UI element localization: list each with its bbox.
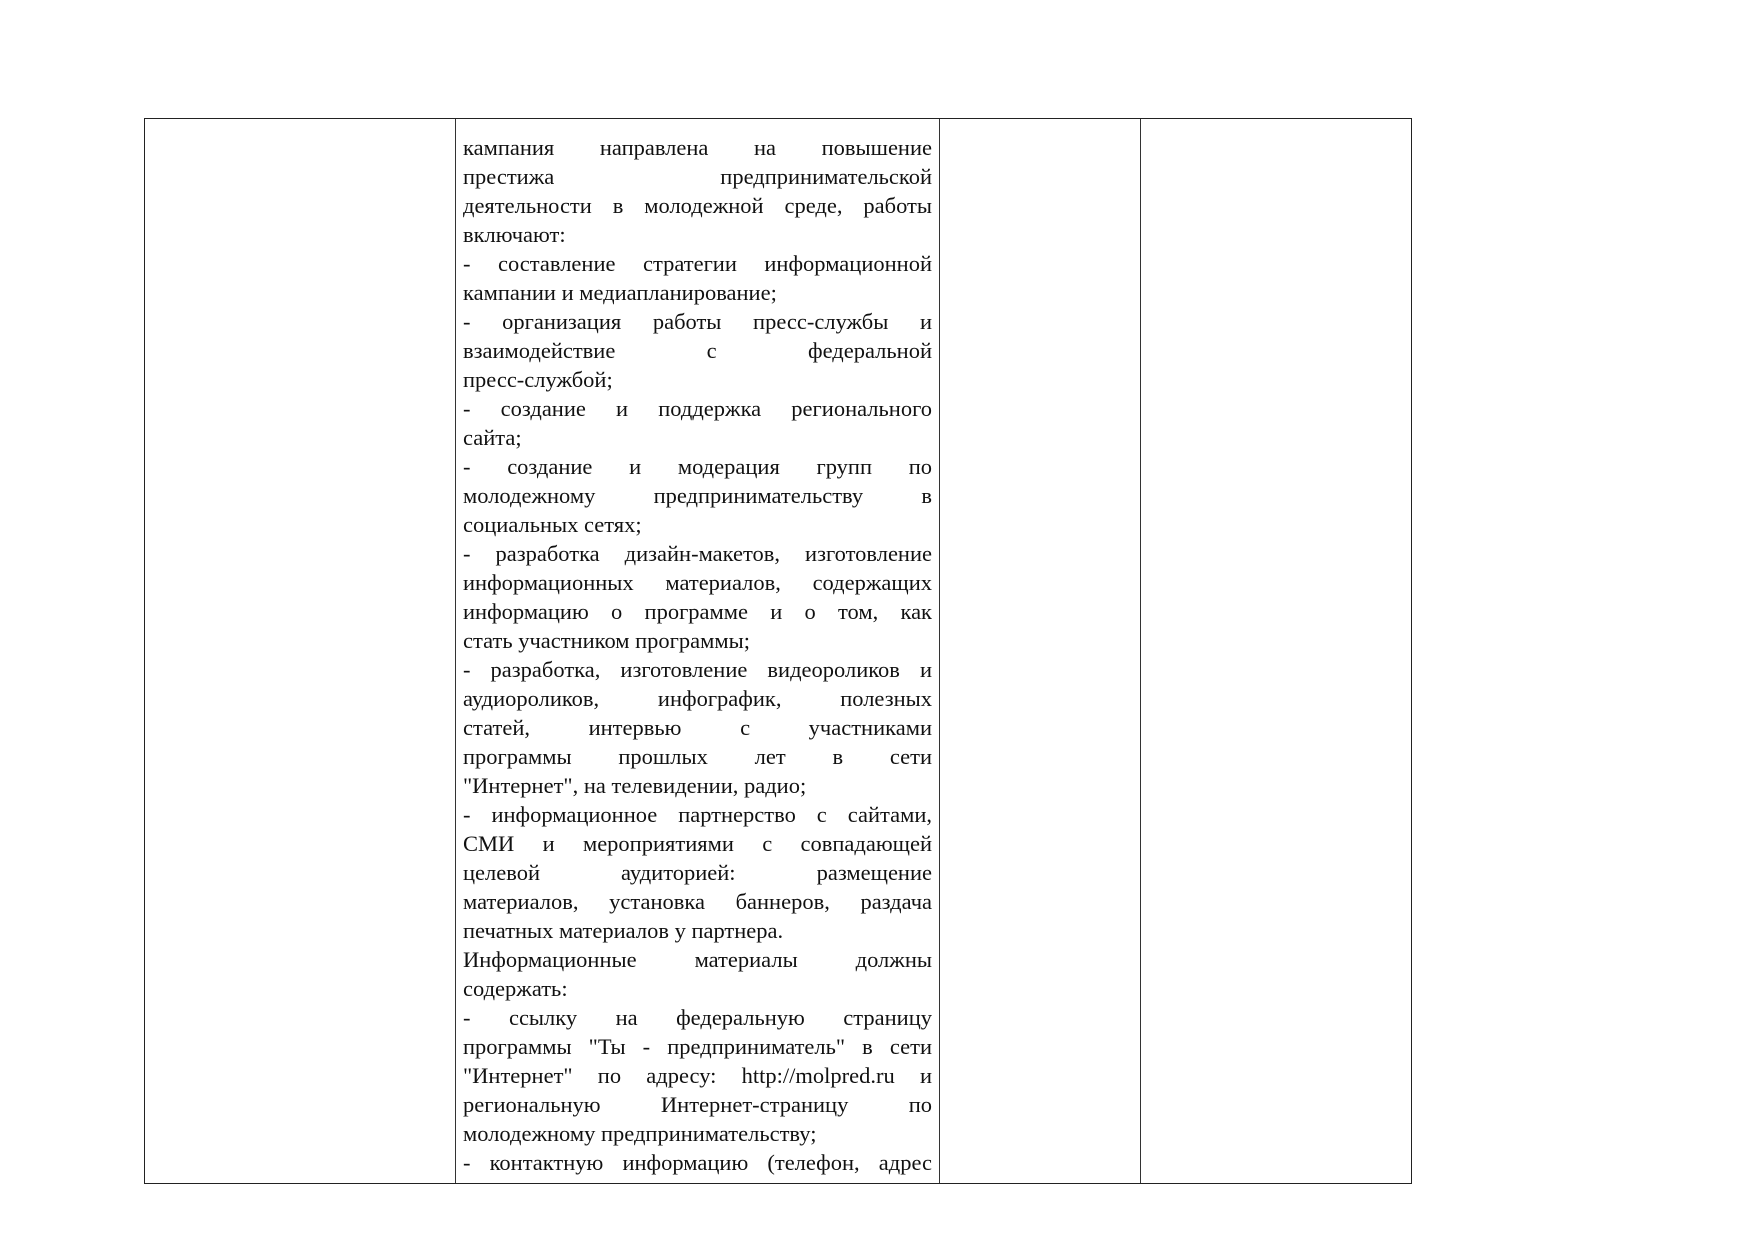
- text-line: молодежному предпринимательству в: [463, 483, 932, 508]
- text-line: - информационное партнерство с сайтами,: [463, 802, 932, 827]
- document-table: [144, 118, 1412, 1184]
- text-line: стать участником программы;: [463, 628, 750, 653]
- text-line: информационных материалов, содержащих: [463, 570, 932, 595]
- text-line: СМИ и мероприятиями с совпадающей: [463, 831, 932, 856]
- text-line: - контактную информацию (телефон, адрес: [463, 1150, 932, 1175]
- text-line: взаимодействие с федеральной: [463, 338, 932, 363]
- text-line: содержать:: [463, 976, 568, 1001]
- text-line: деятельности в молодежной среде, работы: [463, 193, 932, 218]
- table-cell-col1: [145, 119, 456, 1183]
- text-line: статей, интервью с участниками: [463, 715, 932, 740]
- text-line: - разработка, изготовление видеороликов и: [463, 657, 932, 682]
- text-line: аудиороликов, инфографик, полезных: [463, 686, 932, 711]
- text-line: материалов, установка баннеров, раздача: [463, 889, 932, 914]
- text-line: целевой аудиторией: размещение: [463, 860, 932, 885]
- text-line: - составление стратегии информационной: [463, 251, 932, 276]
- text-line: программы прошлых лет в сети: [463, 744, 932, 769]
- text-line: пресс-службой;: [463, 367, 613, 392]
- text-line: программы "Ты - предприниматель" в сети: [463, 1034, 932, 1059]
- text-line: информацию о программе и о том, как: [463, 599, 932, 624]
- text-line: кампании и медиапланирование;: [463, 280, 777, 305]
- text-line: - ссылку на федеральную страницу: [463, 1005, 932, 1030]
- text-line: - создание и поддержка регионального: [463, 396, 932, 421]
- text-line: - организация работы пресс-службы и: [463, 309, 932, 334]
- text-line: сайта;: [463, 425, 522, 450]
- text-line: кампания направлена на повышение: [463, 135, 932, 160]
- text-line: Информационные материалы должны: [463, 947, 932, 972]
- text-line: включают:: [463, 222, 566, 247]
- text-line: - создание и модерация групп по: [463, 454, 932, 479]
- table-cell-col3: [940, 119, 1141, 1183]
- table-cell-col4: [1141, 119, 1413, 1183]
- text-line: региональную Интернет-страницу по: [463, 1092, 932, 1117]
- text-line: "Интернет", на телевидении, радио;: [463, 773, 807, 798]
- text-line: "Интернет" по адресу: http://molpred.ru и: [463, 1063, 932, 1088]
- text-line: престижа предпринимательской: [463, 164, 932, 189]
- text-line: печатных материалов у партнера.: [463, 918, 784, 943]
- text-line: - разработка дизайн-макетов, изготовление: [463, 541, 932, 566]
- table-cell-description: [456, 119, 940, 1183]
- text-line: социальных сетях;: [463, 512, 642, 537]
- text-line: молодежному предпринимательству;: [463, 1121, 817, 1146]
- cell-text: [463, 133, 932, 1177]
